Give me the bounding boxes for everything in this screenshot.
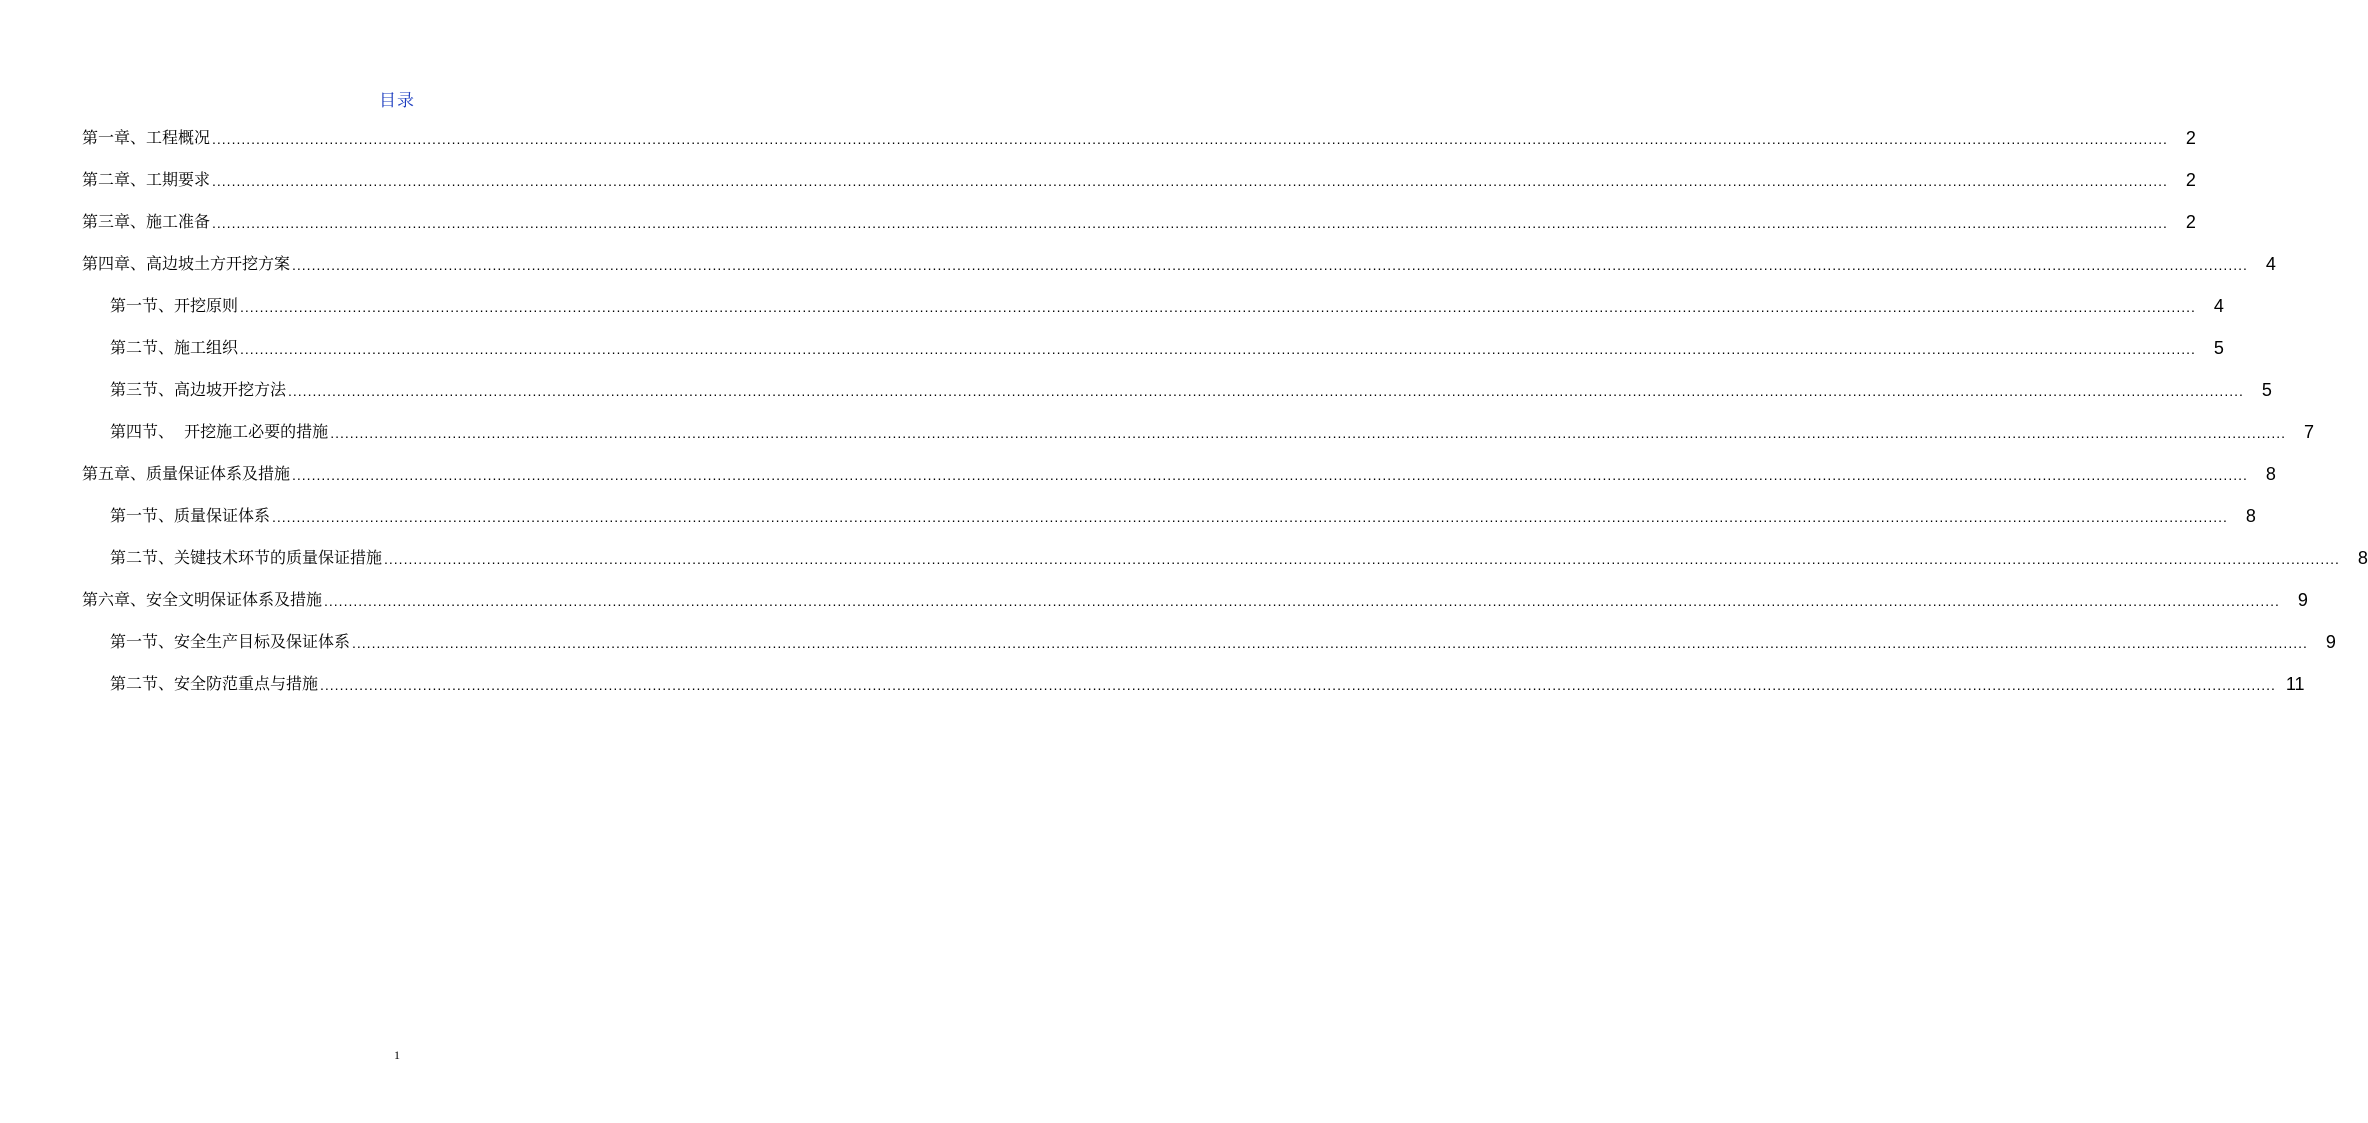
toc-entry-label: 第一章、工程概况: [82, 128, 211, 147]
toc-entry-page: 2: [2185, 128, 2196, 148]
toc-entry-chapter-5-section-1[interactable]: [110, 504, 2256, 528]
toc-entry-label: 第一节、开挖原则: [110, 296, 239, 315]
toc-dot-leader: ................................................................................................................................................................................................................................................................................................................................................................................................................: [288, 383, 2244, 399]
toc-dot-leader: ................................................................................................................................................................................................................................................................................................................................................................................................................: [272, 509, 2228, 525]
toc-entry-page: 9: [2297, 590, 2308, 610]
toc-entry-page: 4: [2213, 296, 2224, 316]
toc-entry-label: 第六章、安全文明保证体系及措施: [82, 590, 323, 609]
toc-entry-label: 第三章、施工准备: [82, 212, 211, 231]
toc-entry-label: 第一节、质量保证体系: [110, 506, 271, 525]
toc-entry-chapter-6[interactable]: [82, 588, 2308, 612]
toc-dot-leader: ................................................................................................................................................................................................................................................................................................................................................................................................................: [292, 467, 2248, 483]
toc-title: 目录: [379, 91, 415, 111]
toc-dot-leader: ................................................................................................................................................................................................................................................................................................................................................................................................................: [324, 593, 2280, 609]
toc-entry-label: 第四节、 开挖施工必要的措施: [110, 422, 329, 441]
toc-entry-chapter-4-section-1[interactable]: [110, 294, 2224, 318]
toc-entry-page: 8: [2357, 548, 2368, 568]
toc-entry-chapter-1[interactable]: [82, 126, 2196, 150]
toc-entry-chapter-4-section-2[interactable]: [110, 336, 2224, 360]
toc-entry-label: 第二节、安全防范重点与措施: [110, 674, 319, 693]
toc-dot-leader: ................................................................................................................................................................................................................................................................................................................................................................................................................: [212, 215, 2168, 231]
toc-entry-page: 2: [2185, 170, 2196, 190]
toc-dot-leader: ................................................................................................................................................................................................................................................................................................................................................................................................................: [212, 173, 2168, 189]
toc-dot-leader: ................................................................................................................................................................................................................................................................................................................................................................................................................: [240, 299, 2196, 315]
toc-entry-label: 第四章、高边坡土方开挖方案: [82, 254, 291, 273]
toc-dot-leader: ................................................................................................................................................................................................................................................................................................................................................................................................................: [320, 677, 2276, 693]
toc-entry-chapter-6-section-2[interactable]: [110, 672, 2305, 696]
toc-entry-page: 11: [2285, 674, 2305, 694]
toc-entry-page: 5: [2213, 338, 2224, 358]
toc-entry-page: 9: [2325, 632, 2336, 652]
toc-entry-chapter-4-section-3[interactable]: [110, 378, 2272, 402]
toc-entry-label: 第二节、施工组织: [110, 338, 239, 357]
toc-entry-chapter-5[interactable]: [82, 462, 2276, 486]
toc-entry-chapter-2[interactable]: [82, 168, 2196, 192]
toc-entry-chapter-4[interactable]: [82, 252, 2276, 276]
toc-entry-page: 5: [2261, 380, 2272, 400]
toc-dot-leader: ................................................................................................................................................................................................................................................................................................................................................................................................................: [240, 341, 2196, 357]
toc-dot-leader: ................................................................................................................................................................................................................................................................................................................................................................................................................: [352, 635, 2308, 651]
toc-entry-page: 7: [2304, 422, 2315, 442]
toc-entry-chapter-3[interactable]: [82, 210, 2196, 234]
toc-entry-label: 第二节、关键技术环节的质量保证措施: [110, 548, 383, 567]
footer-page-number: 1: [394, 1048, 400, 1062]
toc-entry-page: 8: [2245, 506, 2256, 526]
toc-dot-leader: ................................................................................................................................................................................................................................................................................................................................................................................................................: [384, 551, 2340, 567]
toc-dot-leader: ................................................................................................................................................................................................................................................................................................................................................................................................................: [212, 131, 2168, 147]
toc-entry-label: 第三节、高边坡开挖方法: [110, 380, 287, 399]
toc-entry-page: 2: [2185, 212, 2196, 232]
toc-entry-chapter-5-section-2[interactable]: [110, 546, 2368, 570]
toc-entry-label: 第二章、工期要求: [82, 170, 211, 189]
toc-dot-leader: ................................................................................................................................................................................................................................................................................................................................................................................................................: [330, 425, 2287, 441]
toc-entry-page: 4: [2265, 254, 2276, 274]
toc-entry-page: 8: [2265, 464, 2276, 484]
toc-entry-label: 第五章、质量保证体系及措施: [82, 464, 291, 483]
toc-entry-label: 第一节、安全生产目标及保证体系: [110, 632, 351, 651]
toc-entry-chapter-4-section-4[interactable]: [110, 420, 2315, 444]
toc-entry-chapter-6-section-1[interactable]: [110, 630, 2336, 654]
toc-dot-leader: ................................................................................................................................................................................................................................................................................................................................................................................................................: [292, 257, 2248, 273]
